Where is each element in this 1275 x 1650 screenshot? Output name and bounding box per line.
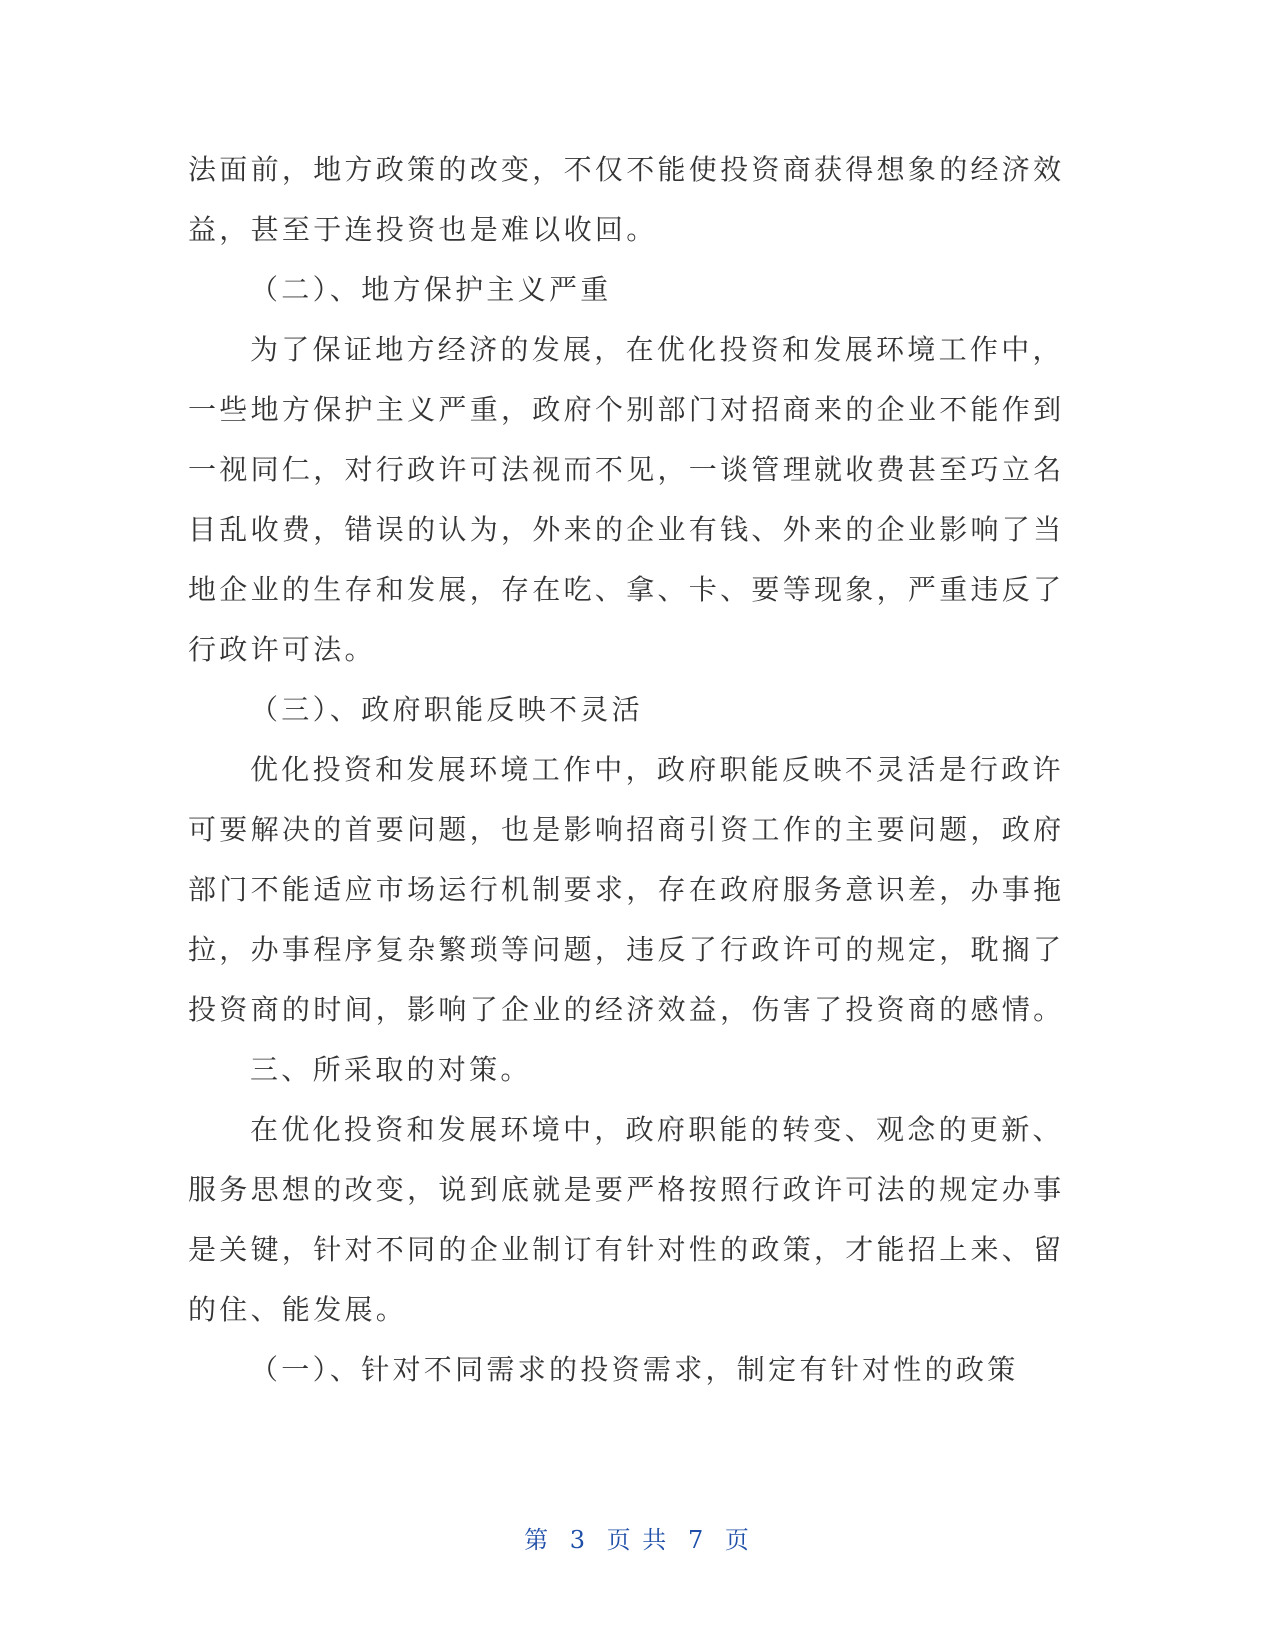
- section-heading: 三、所采取的对策。: [250, 1053, 532, 1086]
- paragraph-line: 拉，办事程序复杂繁琐等问题，违反了行政许可的规定，耽搁了: [188, 933, 1065, 966]
- paragraph-line: 目乱收费，错误的认为，外来的企业有钱、外来的企业影响了当: [188, 513, 1065, 546]
- paragraph-line: 为了保证地方经济的发展，在优化投资和发展环境工作中，: [250, 333, 1064, 366]
- page-footer: [0, 1520, 1275, 1555]
- total-pages-number: 7: [687, 1526, 706, 1554]
- footer-middle: 页 共: [606, 1526, 669, 1554]
- paragraph-line: 一视同仁，对行政许可法视而不见，一谈管理就收费甚至巧立名: [188, 453, 1065, 486]
- paragraph-line: 的住、能发展。: [188, 1293, 408, 1326]
- paragraph-line: 法面前，地方政策的改变，不仅不能使投资商获得想象的经济效: [188, 153, 1065, 186]
- paragraph-line: 一些地方保护主义严重，政府个别部门对招商来的企业不能作到: [188, 393, 1065, 426]
- section-heading: （二）、地方保护主义严重: [250, 273, 612, 306]
- paragraph-line: 在优化投资和发展环境中，政府职能的转变、观念的更新、: [250, 1113, 1064, 1146]
- paragraph-line: 益，甚至于连投资也是难以收回。: [188, 213, 658, 246]
- paragraph-line: 部门不能适应市场运行机制要求，存在政府服务意识差，办事拖: [188, 873, 1065, 906]
- section-heading: （三）、政府职能反映不灵活: [250, 693, 643, 726]
- paragraph-line: 可要解决的首要问题，也是影响招商引资工作的主要问题，政府: [188, 813, 1065, 846]
- paragraph-line: 投资商的时间，影响了企业的经济效益，伤害了投资商的感情。: [188, 993, 1065, 1026]
- paragraph-line: 是关键，针对不同的企业制订有针对性的政策，才能招上来、留: [188, 1233, 1065, 1266]
- paragraph-line: 服务思想的改变，说到底就是要严格按照行政许可法的规定办事: [188, 1173, 1065, 1206]
- document-body: [188, 140, 1065, 1400]
- paragraph-line: 行政许可法。: [188, 633, 376, 666]
- footer-prefix: 第: [524, 1526, 551, 1554]
- paragraph-line: 优化投资和发展环境工作中，政府职能反映不灵活是行政许: [250, 753, 1064, 786]
- current-page-number: 3: [569, 1526, 588, 1554]
- footer-suffix: 页: [724, 1526, 751, 1554]
- section-heading: （一）、针对不同需求的投资需求，制定有针对性的政策: [250, 1353, 1019, 1386]
- paragraph-line: 地企业的生存和发展，存在吃、拿、卡、要等现象，严重违反了: [188, 573, 1065, 606]
